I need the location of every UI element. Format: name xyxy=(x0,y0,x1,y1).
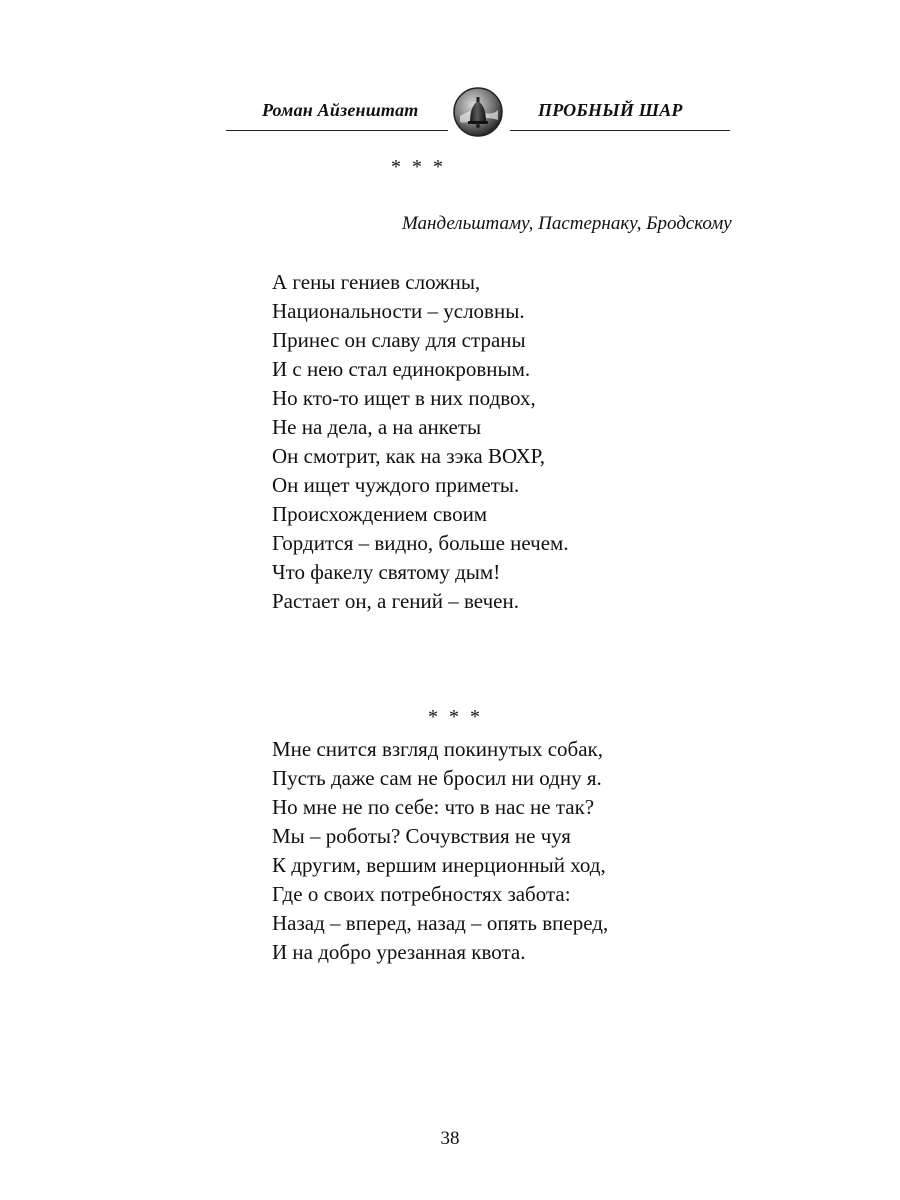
poem-line: И с нею стал единокровным. xyxy=(272,357,531,381)
poem-line: Он ищет чуждого приметы. xyxy=(272,473,520,497)
header-rule-left xyxy=(226,130,448,131)
poem-line: Но мне не по себе: что в нас не так? xyxy=(272,795,595,819)
poem-separator: * * * xyxy=(391,156,446,178)
poem-2-stanza xyxy=(272,735,608,967)
bell-emblem-icon xyxy=(452,86,504,138)
poem-line: Принес он славу для страны xyxy=(272,328,526,352)
poem-separator: * * * xyxy=(428,706,483,728)
poem-line: Назад – вперед, назад – опять вперед, xyxy=(272,911,609,935)
poem-line: К другим, вершим инерционный ход, xyxy=(272,853,606,877)
header-rule-right xyxy=(510,130,730,131)
poem-1-stanza xyxy=(272,268,569,616)
poem-line: Пусть даже сам не бросил ни одну я. xyxy=(272,766,602,790)
page-number: 38 xyxy=(440,1128,460,1149)
poem-line: Что факелу святому дым! xyxy=(272,560,501,584)
poem-line: Он смотрит, как на зэка ВОХР, xyxy=(272,444,545,468)
running-header-author: Роман Айзенштат xyxy=(262,100,419,120)
poem-line: Мне снится взгляд покинутых собак, xyxy=(272,737,604,761)
poem-line: И на добро урезанная квота. xyxy=(272,940,526,964)
poem-line: Но кто-то ищет в них подвох, xyxy=(272,386,536,410)
poem-line: А гены гениев сложны, xyxy=(272,270,481,294)
poem-line: Где о своих потребностях забота: xyxy=(272,882,571,906)
poem-line: Мы – роботы? Сочувствия не чуя xyxy=(272,824,571,848)
poem-line: Национальности – условны. xyxy=(272,299,525,323)
poem-dedication: Мандельштаму, Пастернаку, Бродскому xyxy=(402,213,732,234)
running-header-book-title: ПРОБНЫЙ ШАР xyxy=(538,100,683,120)
poem-line: Растает он, а гений – вечен. xyxy=(272,589,519,613)
poem-line: Гордится – видно, больше нечем. xyxy=(272,531,569,555)
poem-line: Не на дела, а на анкеты xyxy=(272,415,482,439)
poem-line: Происхождением своим xyxy=(272,502,488,526)
